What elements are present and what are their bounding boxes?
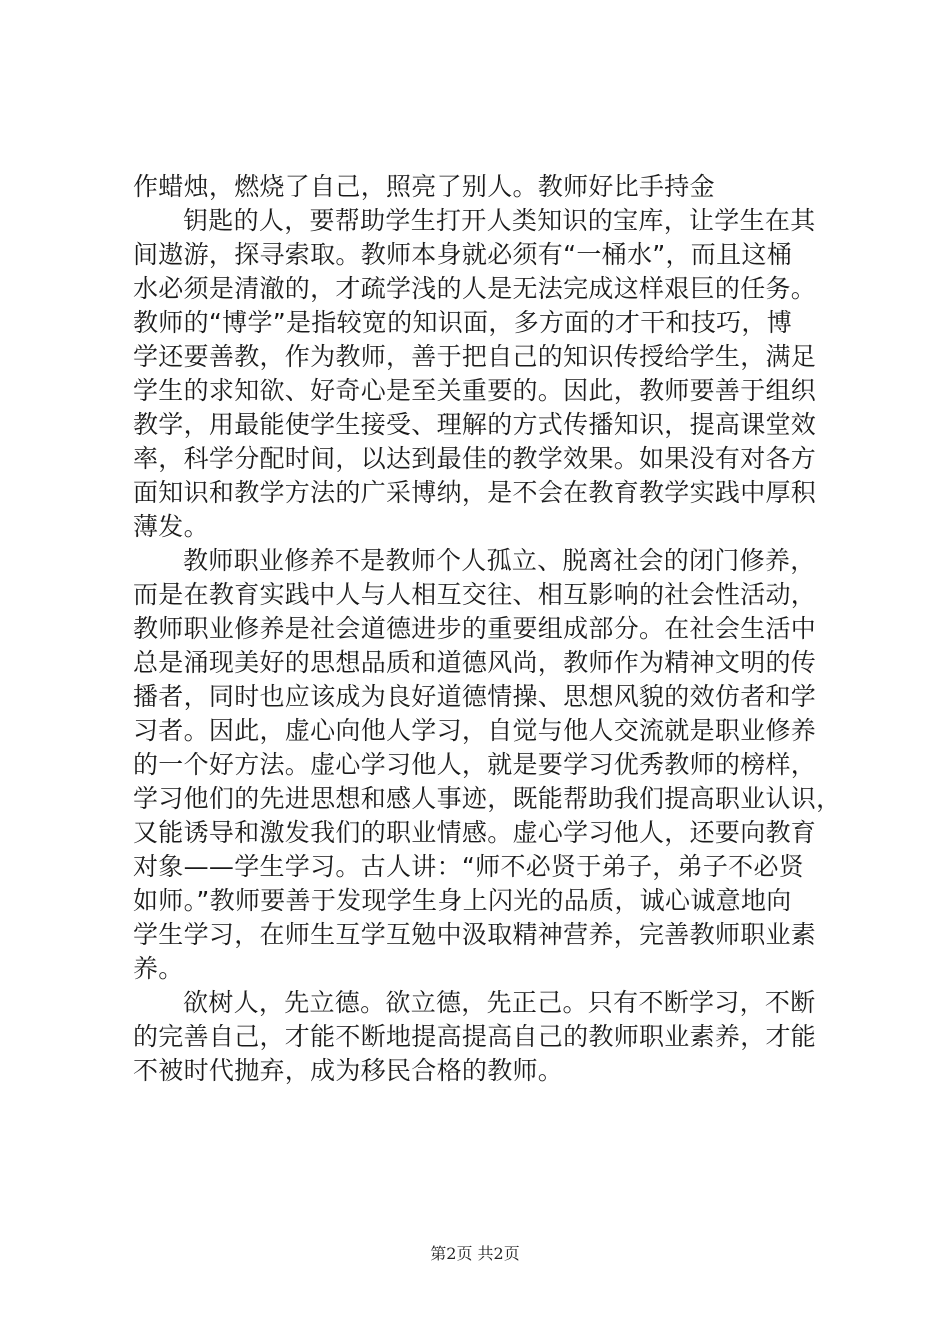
- text-line: 播者，同时也应该成为良好道德情操、思想风貌的效仿者和学: [133, 682, 817, 711]
- page-number-footer: 第2页 共2页: [430, 1244, 520, 1263]
- text-line: 学生的求知欲、好奇心是至关重要的。因此，教师要善于组织: [133, 376, 817, 405]
- text-line: 薄发。: [133, 512, 209, 541]
- text-line: 对象——学生学习。古人讲：“师不必贤于弟子，弟子不必贤: [133, 852, 805, 881]
- text-line: 又能诱导和激发我们的职业情感。虚心学习他人，还要向教育: [133, 818, 817, 847]
- text-line: 水必须是清澈的，才疏学浅的人是无法完成这样艰巨的任务。: [133, 274, 817, 303]
- text-line: 学习他们的先进思想和感人事迹，既能帮助我们提高职业认识，: [133, 784, 842, 813]
- text-line: 率，科学分配时间，以达到最佳的教学效果。如果没有对各方: [133, 444, 817, 473]
- text-line: 的一个好方法。虚心学习他人，就是要学习优秀教师的榜样，: [133, 750, 817, 779]
- text-line: 间遨游，探寻索取。教师本身就必须有“一桶水”，而且这桶: [133, 240, 793, 269]
- text-line: 教师职业修养是社会道德进步的重要组成部分。在社会生活中: [133, 614, 817, 643]
- text-line: 教学，用最能使学生接受、理解的方式传播知识，提高课堂效: [133, 410, 817, 439]
- text-line: 养。: [133, 954, 184, 983]
- text-line: 欲树人，先立德。欲立德，先正己。只有不断学习，不断: [183, 988, 816, 1017]
- text-line: 的完善自己，才能不断地提高提高自己的教师职业素养，才能: [133, 1022, 817, 1051]
- text-line: 教师的“博学”是指较宽的知识面，多方面的才干和技巧，博: [133, 308, 793, 337]
- text-line: 不被时代抛弃，成为移民合格的教师。: [133, 1056, 564, 1085]
- text-line: 面知识和教学方法的广采博纳，是不会在教育教学实践中厚积: [133, 478, 817, 507]
- text-line: 而是在教育实践中人与人相互交往、相互影响的社会性活动，: [133, 580, 817, 609]
- text-line: 如师。”教师要善于发现学生身上闪光的品质，诚心诚意地向: [133, 886, 792, 915]
- text-line: 学生学习，在师生互学互勉中汲取精神营养，完善教师职业素: [133, 920, 817, 949]
- text-line: 学还要善教，作为教师，善于把自己的知识传授给学生，满足: [133, 342, 817, 371]
- text-line: 钥匙的人，要帮助学生打开人类知识的宝库，让学生在其: [183, 206, 816, 235]
- text-line: 教师职业修养不是教师个人孤立、脱离社会的闭门修养，: [183, 546, 816, 575]
- text-line: 作蜡烛，燃烧了自己，照亮了别人。教师好比手持金: [133, 172, 715, 201]
- text-line: 总是涌现美好的思想品质和道德风尚，教师作为精神文明的传: [133, 648, 817, 677]
- document-body: [133, 170, 842, 1088]
- text-line: 习者。因此，虚心向他人学习，自觉与他人交流就是职业修养: [133, 716, 817, 745]
